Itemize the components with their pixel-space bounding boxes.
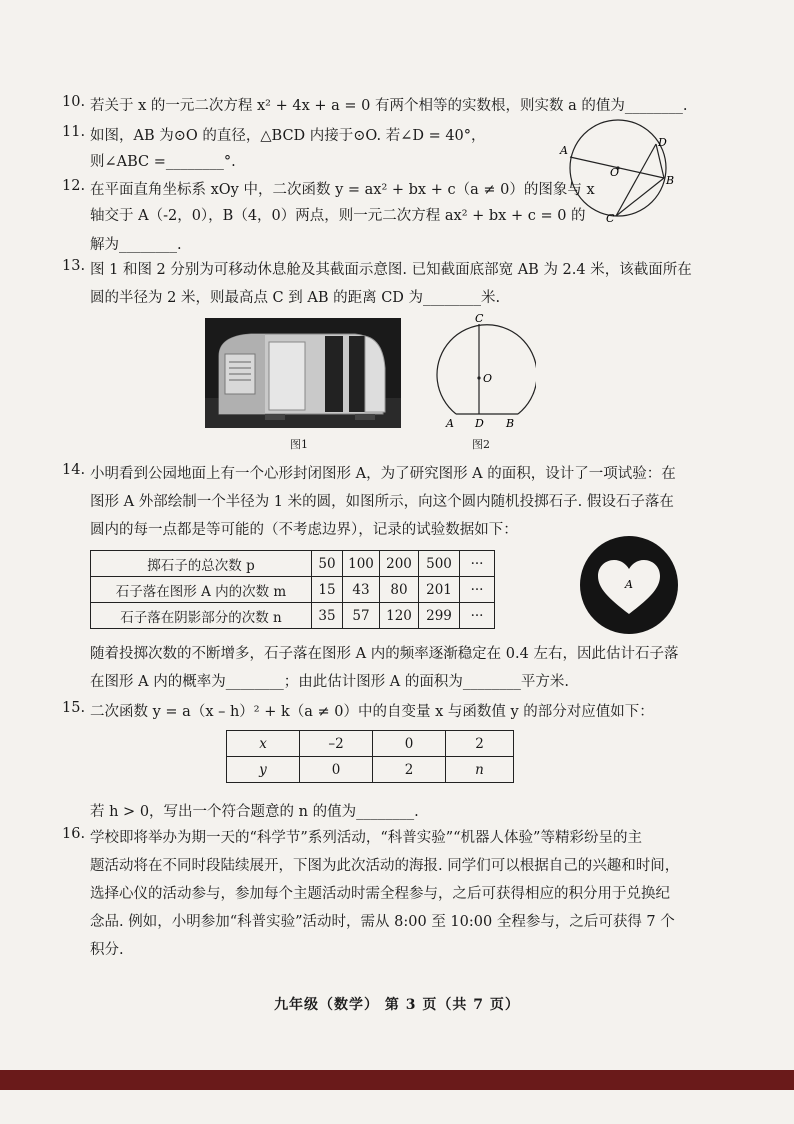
table-row: 掷石子的总次数 p 50 100 200 500 ···: [91, 551, 495, 577]
q12-text-line2: 轴交于 A（-2，0），B（4，0）两点，则一元二次方程 ax² + bx + c = 0 的: [90, 208, 586, 224]
fig2-label-a: A: [446, 417, 454, 430]
table-row: 石子落在阴影部分的次数 n 35 57 120 299 ···: [91, 603, 495, 629]
table-row: x –2 0 2: [227, 731, 514, 757]
q14-text-line4: 随着投掷次数的不断增多，石子落在图形 A 内的频率逐渐稳定在 0.4 左右，因此估计石子落: [90, 646, 679, 662]
q14-text-line5: 在图形 A 内的概率为________；由此估计图形 A 的面积为________平方米.: [90, 674, 569, 690]
label-b: B: [666, 174, 675, 187]
bottom-edge-band: [0, 1070, 794, 1090]
q12-number: 12.: [62, 178, 86, 194]
table-row: y 0 2 n: [227, 757, 514, 783]
fig2-label-d: D: [475, 417, 484, 430]
q12-text-line3: 解为________.: [90, 237, 182, 253]
q11-number: 11.: [62, 124, 86, 140]
q15-number: 15.: [62, 700, 86, 716]
q11-text-line2: 则∠ABC =________°.: [90, 154, 236, 170]
q16-number: 16.: [62, 826, 86, 842]
label-a: A: [560, 144, 568, 157]
fig1-caption: 图1: [290, 438, 308, 451]
q13-text-line1: 图 1 和图 2 分别为可移动休息舱及其截面示意图. 已知截面底部宽 AB 为 2.4 米，该截面所在: [90, 262, 692, 278]
fig2-label-b: B: [506, 417, 515, 430]
q14-text-line2: 图形 A 外部绘制一个半径为 1 米的圆，如图所示，向这个圆内随机投掷石子. 假设石子落在: [90, 494, 674, 510]
q10-text: 若关于 x 的一元二次方程 x² + 4x + a = 0 有两个相等的实数根，则实数 a 的值为________.: [90, 98, 688, 114]
fig2-label-o: O: [483, 372, 493, 385]
q14-number: 14.: [62, 462, 86, 478]
label-d: D: [658, 136, 667, 149]
sleeping-pod-photo: [205, 318, 401, 428]
q14-text-line1: 小明看到公园地面上有一个心形封闭图形 A，为了研究图形 A 的面积，设计了一项试验：在: [90, 466, 676, 482]
cross-section-diagram: [436, 310, 536, 434]
table-q14: [90, 550, 495, 629]
label-c: C: [606, 212, 615, 224]
q15-text-line2: 若 h > 0，写出一个符合题意的 n 的值为________.: [90, 804, 419, 820]
q14-text-line3: 圆内的每一点都是等可能的（不考虑边界），记录的试验数据如下：: [90, 522, 518, 538]
q10-number: 10.: [62, 94, 86, 110]
q16-text-line4: 念品. 例如，小明参加“科普实验”活动时，需从 8:00 至 10:00 全程参与，之后可获得 7 个: [90, 914, 675, 930]
table-q15: [226, 730, 514, 783]
table-row: 石子落在图形 A 内的次数 m 15 43 80 201 ···: [91, 577, 495, 603]
circle-diagram-q11: [556, 114, 686, 224]
q16-text-line3: 选择心仪的活动参与，参加每个主题活动时需全程参与，之后可获得相应的积分用于兑换纪: [90, 886, 670, 902]
q11-text-line1: 如图，AB 为⊙O 的直径，△BCD 内接于⊙O. 若∠D = 40°，: [90, 128, 486, 144]
q16-text-line2: 题活动将在不同时段陆续展开，下图为此次活动的海报. 同学们可以根据自己的兴趣和时间，: [90, 858, 680, 874]
q12-text-line1: 在平面直角坐标系 xOy 中，二次函数 y = ax² + bx + c（a ≠ 0）的图象与 x: [90, 182, 595, 198]
page-footer: 九年级（数学） 第 3 页（共 7 页）: [274, 997, 520, 1013]
heart-label: A: [625, 578, 633, 591]
q16-text-line5: 积分.: [90, 942, 124, 958]
fig2-caption: 图2: [472, 438, 490, 451]
heart-circle-diagram: [578, 534, 680, 636]
q13-number: 13.: [62, 258, 86, 274]
label-o: O: [610, 166, 620, 179]
fig2-label-c: C: [475, 312, 484, 325]
q13-text-line2: 圆的半径为 2 米，则最高点 C 到 AB 的距离 CD 为________米.: [90, 290, 501, 306]
q15-text-line1: 二次函数 y = a（x – h）² + k（a ≠ 0）中的自变量 x 与函数值 y 的部分对应值如下：: [90, 704, 654, 720]
q16-text-line1: 学校即将举办为期一天的“科学节”系列活动，“科普实验”“机器人体验”等精彩纷呈的主: [90, 830, 642, 846]
